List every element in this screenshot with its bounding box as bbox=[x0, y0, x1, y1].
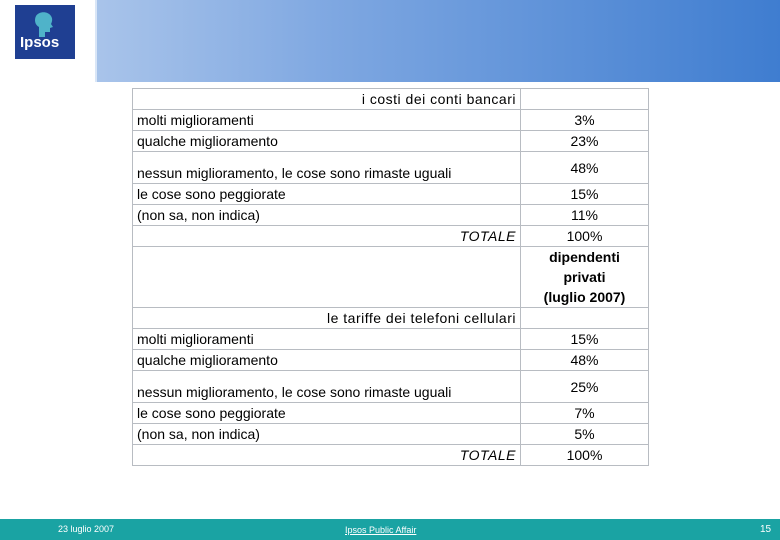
table-row bbox=[133, 110, 649, 131]
row-value: 48% bbox=[521, 152, 649, 184]
total-value: 100% bbox=[521, 226, 649, 247]
footer-date: 23 luglio 2007 bbox=[58, 524, 115, 534]
row-label: le cose sono peggiorate bbox=[133, 184, 521, 205]
row-label: qualche miglioramento bbox=[133, 350, 521, 371]
row-label: le cose sono peggiorate bbox=[133, 403, 521, 424]
row-value: 3% bbox=[521, 110, 649, 131]
group-header bbox=[521, 247, 649, 308]
row-label: nessun miglioramento, le cose sono rimaste uguali bbox=[133, 371, 521, 403]
section-title: i costi dei conti bancari bbox=[133, 89, 521, 110]
row-label: qualche miglioramento bbox=[133, 131, 521, 152]
table-row bbox=[133, 371, 649, 403]
total-label: TOTALE bbox=[133, 226, 521, 247]
section-title-row bbox=[133, 308, 649, 329]
table-row bbox=[133, 350, 649, 371]
total-label: TOTALE bbox=[133, 445, 521, 466]
row-value: 5% bbox=[521, 424, 649, 445]
table-row bbox=[133, 329, 649, 350]
row-label: (non sa, non indica) bbox=[133, 205, 521, 226]
group-header-line: dipendenti bbox=[549, 249, 620, 265]
group-header-line: privati bbox=[563, 269, 606, 285]
table-row bbox=[133, 424, 649, 445]
table-row bbox=[133, 205, 649, 226]
footer-bar bbox=[0, 519, 780, 540]
section-title-value-cell bbox=[521, 308, 649, 329]
table-row bbox=[133, 403, 649, 424]
group-header-row bbox=[133, 247, 649, 308]
row-value: 15% bbox=[521, 184, 649, 205]
survey-table bbox=[132, 88, 649, 466]
table-row bbox=[133, 184, 649, 205]
footer-link[interactable]: Ipsos Public Affair bbox=[345, 525, 417, 535]
total-value: 100% bbox=[521, 445, 649, 466]
ipsos-logo bbox=[15, 5, 75, 59]
row-value: 23% bbox=[521, 131, 649, 152]
row-value: 15% bbox=[521, 329, 649, 350]
row-label: nessun miglioramento, le cose sono rimaste uguali bbox=[133, 152, 521, 184]
row-label: molti miglioramenti bbox=[133, 110, 521, 131]
row-label: molti miglioramenti bbox=[133, 329, 521, 350]
section-title-row bbox=[133, 89, 649, 110]
section-title-value-cell bbox=[521, 89, 649, 110]
header-banner bbox=[0, 0, 780, 82]
header-divider bbox=[95, 0, 97, 82]
group-header-blank bbox=[133, 247, 521, 308]
row-value: 11% bbox=[521, 205, 649, 226]
header-gradient bbox=[95, 0, 780, 82]
logo-text: Ipsos bbox=[20, 34, 60, 51]
page-number: 15 bbox=[760, 524, 772, 535]
row-value: 7% bbox=[521, 403, 649, 424]
total-row bbox=[133, 445, 649, 466]
row-label: (non sa, non indica) bbox=[133, 424, 521, 445]
table-row bbox=[133, 152, 649, 184]
table-row bbox=[133, 131, 649, 152]
group-header-line: (luglio 2007) bbox=[543, 289, 626, 305]
row-value: 25% bbox=[521, 371, 649, 403]
logo-area bbox=[0, 0, 95, 82]
section-title: le tariffe dei telefoni cellulari bbox=[133, 308, 521, 329]
total-row bbox=[133, 226, 649, 247]
row-value: 48% bbox=[521, 350, 649, 371]
